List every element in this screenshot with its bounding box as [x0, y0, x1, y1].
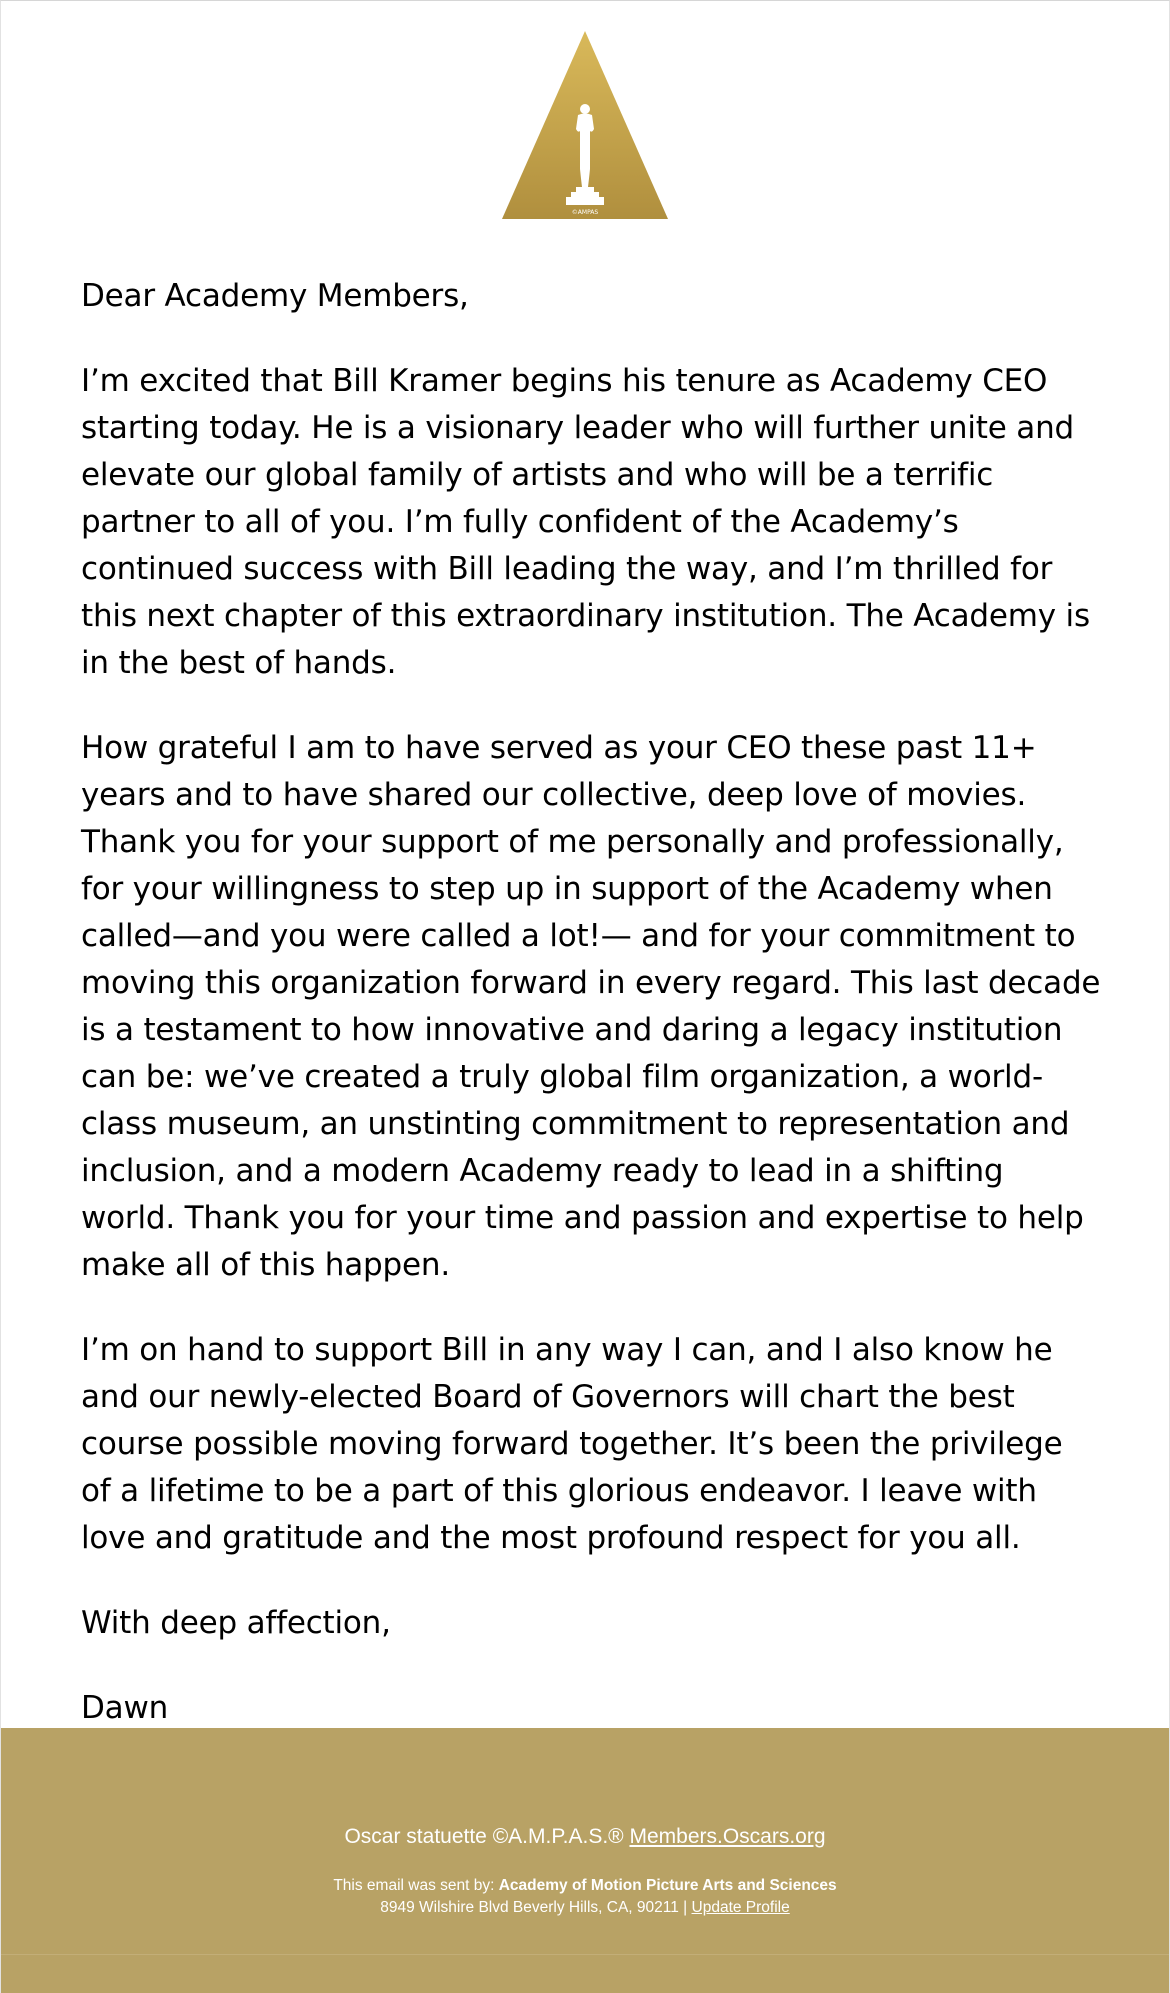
footer-sender-info: [1, 1875, 1169, 1919]
email-footer: [1, 1728, 1169, 1993]
update-profile-link[interactable]: Update Profile: [691, 1899, 790, 1916]
signature: Dawn: [81, 1690, 169, 1726]
sender-address: 8949 Wilshire Blvd Beverly Hills, CA, 90211 |: [380, 1899, 692, 1916]
sender-name: Academy of Motion Picture Arts and Sciences: [498, 1877, 837, 1894]
paragraph-2: How grateful I am to have served as your CEO these past 11+ years and to have shared our collective, deep love of movies. Thank you for your support of me personally and professionally, for your willingness to step up in support of the Academy when called—and you were called a lot!— and for your commitment to moving this organization forward in every regard. This last decade is a testament to how innovative and daring a legacy institution can be: we’ve created a truly global film organization, a world-class museum, an unstinting commitment to representation and inclusion, and a modern Academy ready to lead in a shifting world. Thank you for your time and passion and expertise to help make all of this happen.: [81, 730, 1101, 1283]
members-link[interactable]: Members.Oscars.org: [629, 1825, 826, 1848]
ampas-mark: ©AMPAS: [571, 209, 599, 216]
paragraph-1: I’m excited that Bill Kramer begins his tenure as Academy CEO starting today. He is a visionary leader who will further unite and elevate our global family of artists and who will be a terrific partner to all of you. I’m fully confident of the Academy’s continued success with Bill leading the way, and I’m thrilled for this next chapter of this extraordinary institution. The Academy is in the best of hands.: [81, 363, 1090, 681]
footer-credit: [1, 1825, 1169, 1849]
closing: With deep affection,: [81, 1605, 391, 1641]
paragraph-3: I’m on hand to support Bill in any way I can, and I also know he and our newly-elected Board of Governors will chart the best course possible moving forward together. It’s been the privilege of a lifetime to be a part of this glorious endeavor. I leave with love and gratitude and the most profound respect for you all.: [81, 1332, 1063, 1556]
logo-container: [1, 29, 1169, 221]
credit-text: Oscar statuette ©A.M.P.A.S.®: [344, 1825, 630, 1848]
greeting: Dear Academy Members,: [81, 278, 469, 314]
footer-divider: [1, 1954, 1169, 1955]
sent-by-prefix: This email was sent by:: [333, 1877, 499, 1894]
oscar-statuette-triangle-logo-icon: [500, 29, 670, 221]
letter-body: [81, 273, 1101, 1770]
